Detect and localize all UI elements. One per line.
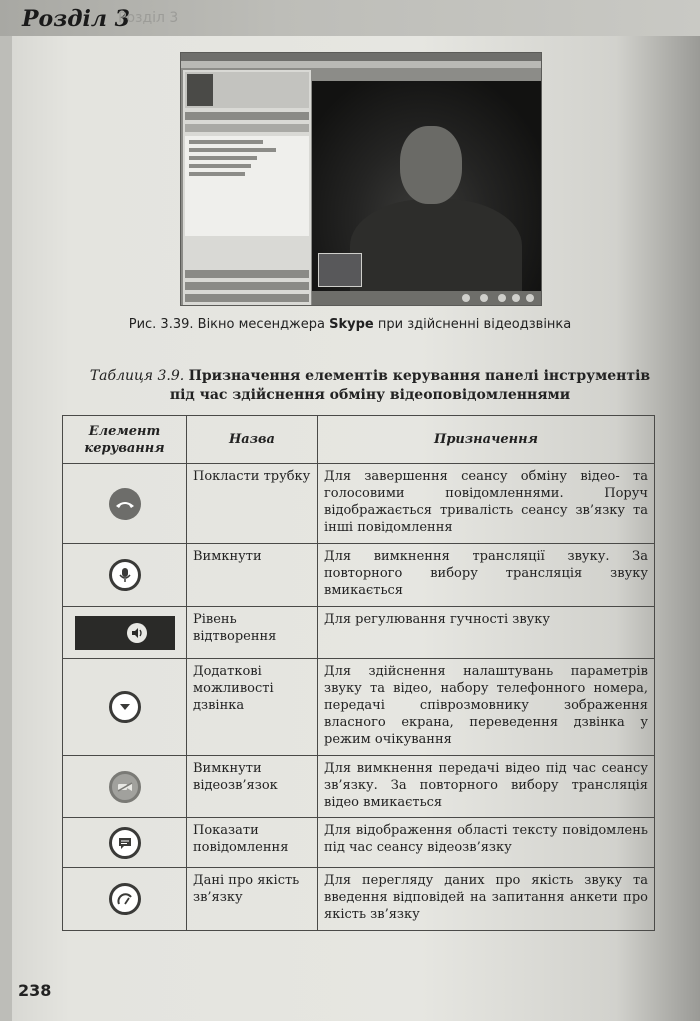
table-label: Таблиця 3.9. [89, 368, 185, 384]
table-row [63, 756, 655, 818]
row-name: Вимкнути [187, 544, 318, 607]
row-desc: Для перегляду даних про якість звуку та введення відповідей на запитання анкети про якість зв’язку [318, 868, 655, 931]
skype-profile [185, 72, 309, 108]
section-label: Розділ 3 [22, 6, 130, 32]
page-number: 238 [18, 981, 52, 1000]
skype-contacts-panel [183, 70, 311, 305]
skype-shop [185, 294, 309, 302]
caption-prefix: Рис. 3.39. Вікно месенджера [128, 317, 330, 332]
table-row [63, 868, 655, 931]
row-name: Показати повідомлення [187, 818, 318, 868]
table-row [63, 464, 655, 544]
table-title-line1: Призначення елементів керування панелі інструментів [188, 368, 651, 384]
row-name: Додаткові можливості дзвінка [187, 659, 318, 756]
section-label-faint: Розділ 3 [118, 10, 179, 26]
video-person-body [350, 199, 522, 303]
skype-menu-bar [181, 61, 541, 68]
video-off-icon [109, 771, 141, 803]
profile-avatar [187, 74, 213, 106]
skype-create-group [185, 282, 309, 290]
header-purpose: Призначення [318, 416, 655, 464]
self-view-preview [318, 253, 362, 287]
volume-icon [75, 616, 175, 650]
table-caption [80, 367, 660, 405]
row-desc: Для відображення області тексту повідомлень під час сеансу відеозв’язку [318, 818, 655, 868]
skype-title-bar [181, 53, 541, 61]
row-name: Дані про якість зв’язку [187, 868, 318, 931]
page-edge [0, 36, 12, 1021]
header-element: Елемент керування [63, 416, 187, 464]
table-header-row [63, 416, 655, 464]
caption-suffix: при здійсненні відеодзвінка [373, 317, 572, 332]
microphone-icon [109, 559, 141, 591]
call-quality-icon [109, 883, 141, 915]
row-name: Покласти трубку [187, 464, 318, 544]
table-title-line2: під час здійснення обміну відеоповідомленнями [169, 387, 571, 403]
table-row [63, 818, 655, 868]
skype-tabs [185, 124, 309, 132]
row-desc: Для завершення сеансу обміну відео- та голосовими повідомленнями. Поруч відображається тривалість сеансу зв’язку та інші повідомлення [318, 464, 655, 544]
controls-table [62, 415, 655, 931]
header-name: Назва [187, 416, 318, 464]
chat-icon [109, 827, 141, 859]
row-desc: Для вимкнення передачі відео під час сеансу зв’язку. За повторного вибору трансляція відео вмикається [318, 756, 655, 818]
caption-skype: Skype [329, 317, 374, 332]
table-row [63, 659, 655, 756]
table-row [63, 544, 655, 607]
section-header [0, 0, 700, 36]
hang-up-icon [109, 488, 141, 520]
skype-screenshot [180, 52, 542, 306]
video-person-face [400, 126, 462, 204]
row-desc: Для регулювання гучності звуку [318, 607, 655, 659]
table-row [63, 607, 655, 659]
figure-caption [0, 317, 700, 332]
skype-status-button [185, 112, 309, 120]
row-desc: Для здійснення налаштувань параметрів звуку та відео, набору телефонного номера, передачі співрозмовнику зображення власного екрана, переведення дзвінка у режим очікування [318, 659, 655, 756]
row-name: Рівень відтворення [187, 607, 318, 659]
skype-video-area [312, 81, 541, 303]
more-options-icon [109, 691, 141, 723]
row-name: Вимкнути відеозв’язок [187, 756, 318, 818]
skype-add-contact [185, 270, 309, 278]
call-toolbar [312, 291, 541, 305]
skype-contact-list [185, 136, 309, 236]
row-desc: Для вимкнення трансляції звуку. За повторного вибору трансляція звуку вмикається [318, 544, 655, 607]
